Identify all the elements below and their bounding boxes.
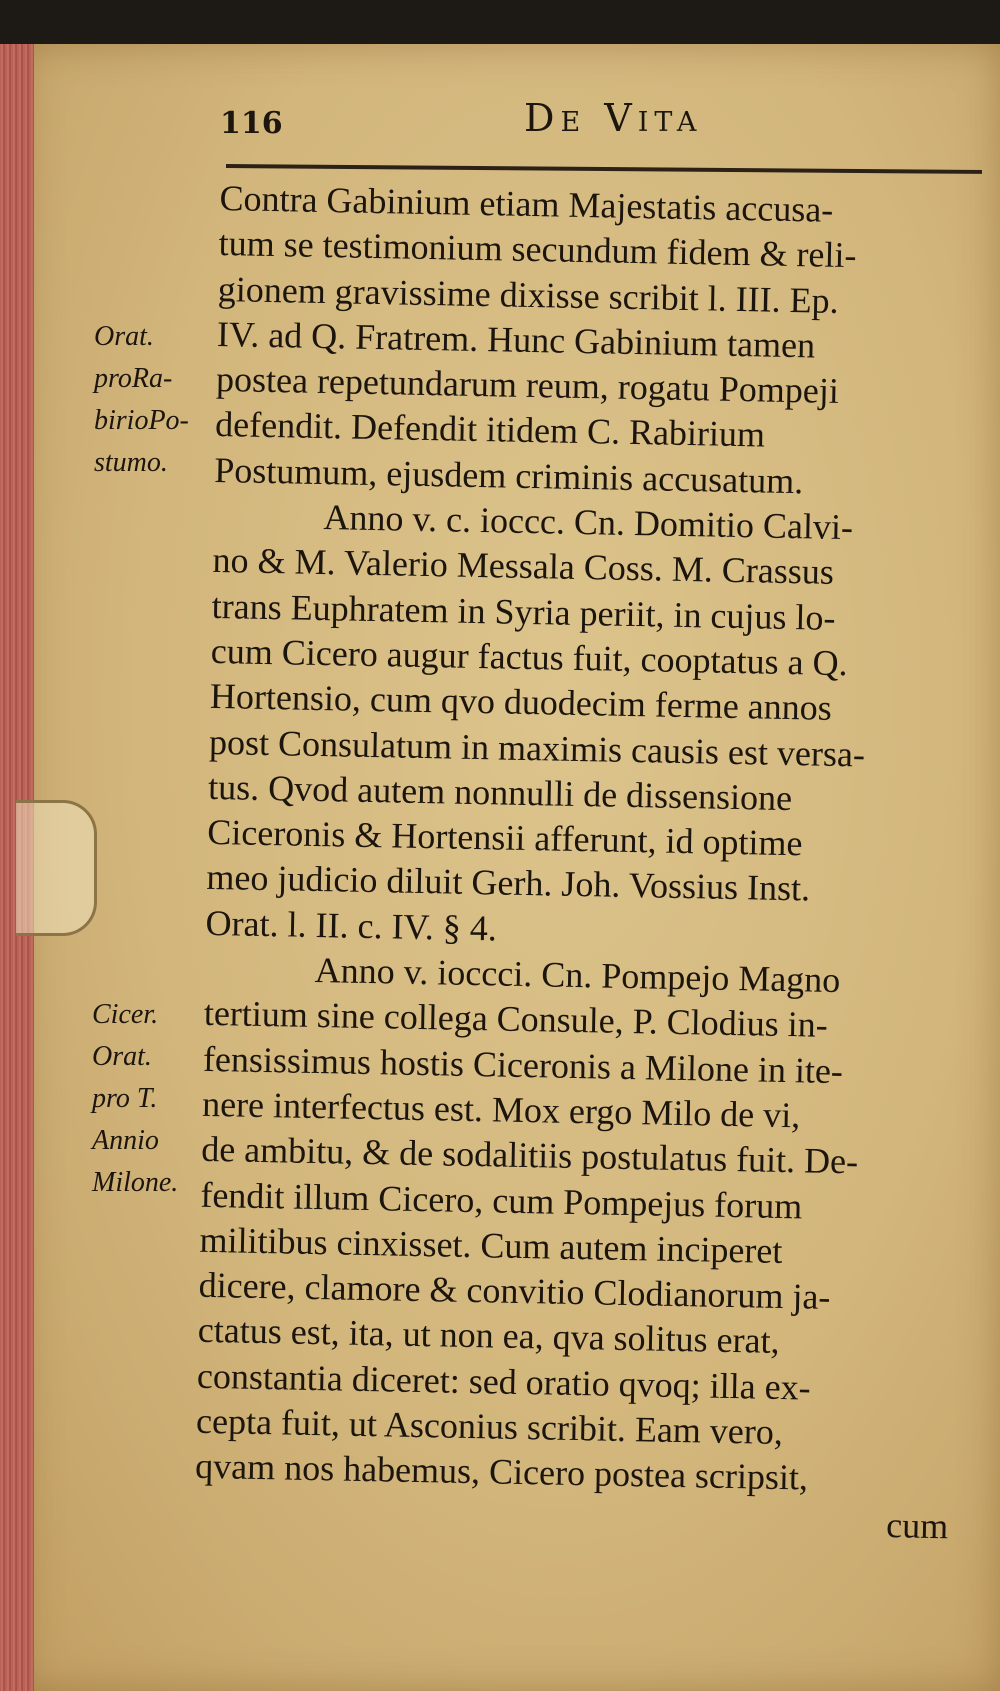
text-line: post Consulatum in maximis causis est versa- [208, 721, 866, 775]
text-line: gionem gravissime dixisse scribit l. III. Ep. [217, 268, 840, 321]
text-line: nere interfectus est. Mox ergo Milo de vi, [201, 1083, 801, 1136]
margin-note-pro-milone [92, 994, 210, 1204]
paragraph-start: Anno v. c. ioccc. Cn. Domitio Calvi- [323, 497, 854, 548]
page-clip-marker [16, 800, 97, 936]
text-line: tus. Qvod autem nonnulli de dissensione [207, 766, 793, 818]
paragraph-start: Anno v. ioccci. Cn. Pompejo Magno [314, 950, 841, 1001]
margin-note-line: Cicer. [92, 999, 159, 1030]
margin-note-pro-rabirio [94, 316, 212, 484]
text-line: ctatus est, ita, ut non ea, qva solitus erat, [197, 1310, 780, 1362]
text-line: postea repetundarum reum, rogatu Pompeji [215, 359, 840, 412]
page-number: 116 [220, 106, 283, 141]
body-text [194, 176, 990, 1549]
text-line: Ciceronis & Hortensii afferunt, id optime [207, 812, 803, 864]
text-line: cum Cicero augur factus fuit, cooptatus a Q. [210, 630, 848, 684]
text-line: militibus cinxisset. Cum autem inciperet [199, 1219, 783, 1271]
margin-note-line: proRa- [94, 363, 173, 394]
text-line: Contra Gabinium etiam Majestatis accusa- [219, 177, 834, 230]
running-head [0, 94, 1000, 144]
running-head-title: De Vita [524, 96, 703, 140]
text-line: tum se testimonium secundum fidem & reli- [218, 223, 857, 276]
text-line: constantia diceret: sed oratio qvoq; illa ex- [196, 1355, 812, 1408]
text-line: fensissimus hostis Ciceronis a Milone in ite- [202, 1038, 844, 1091]
margin-note-line: birioPo- [94, 405, 189, 436]
text-line: fendit illum Cicero, cum Pompejus forum [200, 1174, 803, 1226]
text-line: cepta fuit, ut Asconius scribit. Eam vero, [195, 1400, 784, 1453]
text-line: de ambitu, & de sodalitiis postulatus fuit. De- [200, 1129, 859, 1182]
text-line: Hortensio, cum qvo duodecim ferme annos [209, 676, 833, 729]
catchword: cum [885, 1504, 949, 1546]
margin-note-line: stumo. [94, 447, 168, 478]
text-line: no & M. Valerio Messala Coss. M. Crassus [212, 540, 835, 593]
text-line: trans Euphratem in Syria periit, in cujus lo- [211, 585, 836, 638]
text-line: qvam nos habemus, Cicero postea scripsit, [194, 1446, 809, 1498]
margin-note-line: Orat. [92, 1041, 152, 1072]
margin-note-line: Milone. [92, 1167, 179, 1198]
text-line: dicere, clamore & convitio Clodianorum ja- [198, 1264, 831, 1318]
text-line: Orat. l. II. c. IV. § 4. [205, 902, 498, 949]
margin-note-line: pro T. [92, 1083, 158, 1114]
text-line: meo judicio diluit Gerh. Joh. Vossius Inst. [206, 857, 811, 909]
margin-note-line: Annio [92, 1125, 159, 1156]
text-line: Postumum, ejusdem criminis accusatum. [213, 449, 804, 502]
text-line: defendit. Defendit itidem C. Rabirium [214, 404, 766, 455]
margin-note-line: Orat. [94, 321, 154, 352]
text-line: tertium sine collega Consule, P. Clodius in- [203, 993, 829, 1046]
text-line: IV. ad Q. Fratrem. Hunc Gabinium tamen [216, 313, 816, 366]
